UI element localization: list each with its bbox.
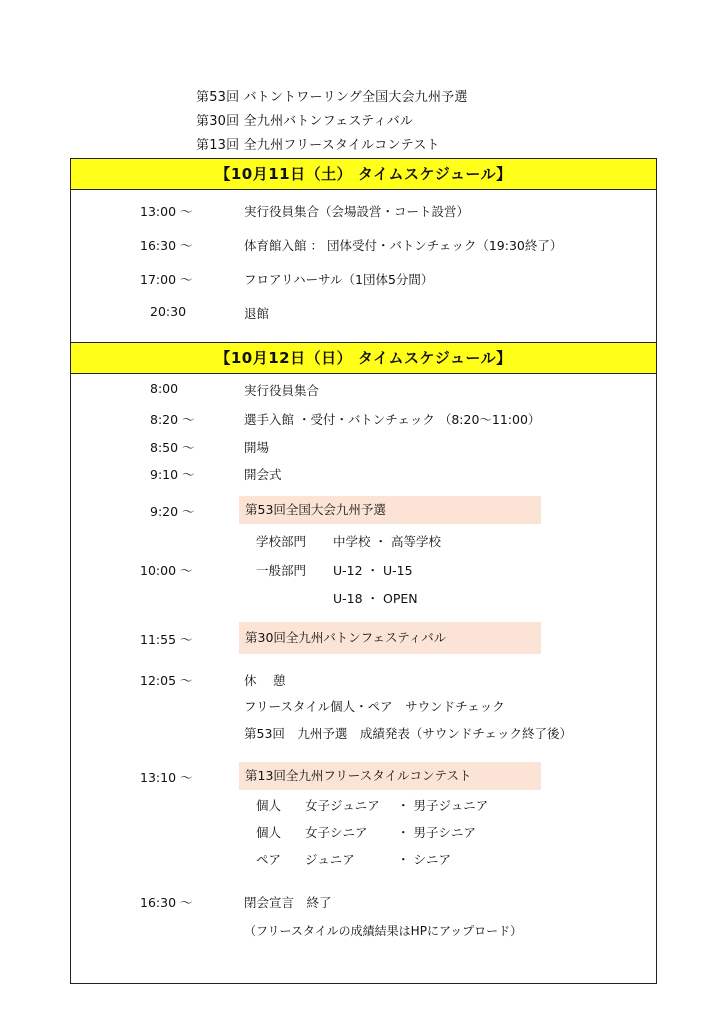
section-heading-national-qualifier: 第53回全国大会九州予選 xyxy=(239,496,541,524)
day2-event: 第53回 九州予選 成績発表（サウンドチェック終了後） xyxy=(244,726,573,741)
results-note: （フリースタイルの成績結果はHPにアップロード） xyxy=(244,924,523,938)
day2-event: 閉会宣言 終了 xyxy=(244,895,332,910)
day2-time: 16:30 ～ xyxy=(140,895,193,910)
day2-time: 12:05 ～ xyxy=(140,673,193,688)
day1-event: フロアリハーサル（1団体5分間） xyxy=(244,272,434,287)
day1-event: 退館 xyxy=(244,306,270,321)
day2-time: 9:20 ～ xyxy=(150,504,195,519)
day1-time: 16:30 ～ xyxy=(140,238,193,253)
day2-event: 休 憩 xyxy=(244,673,286,688)
day2-event: 選手入館 ・受付・バトンチェック （8:20～11:00） xyxy=(244,412,541,427)
event-title-30: 第30回 全九州バトンフェスティバル xyxy=(196,114,414,129)
division-label: 一般部門 xyxy=(256,563,307,578)
day2-title-band: 【10月12日（日） タイムスケジュール】 xyxy=(70,342,657,374)
event-title-13: 第13回 全九州フリースタイルコンテスト xyxy=(196,138,440,153)
category-type: ペア xyxy=(256,852,282,867)
day2-time: 8:20 ～ xyxy=(150,412,195,427)
event-title-53: 第53回 バトントワーリング全国大会九州予選 xyxy=(196,90,468,105)
day2-time: 13:10 ～ xyxy=(140,770,193,785)
day2-event: 実行役員集合 xyxy=(244,383,320,398)
category-a: ジュニア xyxy=(305,852,355,867)
day2-time: 8:00 xyxy=(150,381,179,396)
day1-time: 13:00 ～ xyxy=(140,204,193,219)
day1-time: 20:30 xyxy=(150,304,187,319)
category-b: ・ シニア xyxy=(397,852,451,867)
division-value: 中学校 ・ 高等学校 xyxy=(333,534,441,549)
division-label: 学校部門 xyxy=(256,534,307,549)
day2-event: 開場 xyxy=(244,440,270,455)
section-heading-baton-festival: 第30回全九州バトンフェスティバル xyxy=(239,622,541,654)
day2-time: 8:50 ～ xyxy=(150,440,195,455)
day2-time: 9:10 ～ xyxy=(150,467,195,482)
day2-time: 10:00 ～ xyxy=(140,563,193,578)
division-value: U-18 ・ OPEN xyxy=(333,591,418,606)
day1-title-band: 【10月11日（土） タイムスケジュール】 xyxy=(70,158,657,190)
category-a: 女子シニア xyxy=(305,825,368,840)
day2-event: フリースタイル個人・ペア サウンドチェック xyxy=(244,699,505,714)
day1-event: 体育館入館 ： 団体受付・バトンチェック（19:30終了） xyxy=(244,238,563,253)
section-heading-freestyle-contest: 第13回全九州フリースタイルコンテスト xyxy=(239,762,541,790)
category-a: 女子ジュニア xyxy=(305,798,380,813)
category-type: 個人 xyxy=(256,798,282,813)
division-value: U-12 ・ U-15 xyxy=(333,563,413,578)
category-b: ・ 男子シニア xyxy=(397,825,476,840)
day2-time: 11:55 ～ xyxy=(140,632,193,647)
category-b: ・ 男子ジュニア xyxy=(397,798,489,813)
category-type: 個人 xyxy=(256,825,282,840)
day2-event: 開会式 xyxy=(244,467,282,482)
day1-event: 実行役員集合（会場設営・コート設営） xyxy=(244,204,470,219)
day1-time: 17:00 ～ xyxy=(140,272,193,287)
